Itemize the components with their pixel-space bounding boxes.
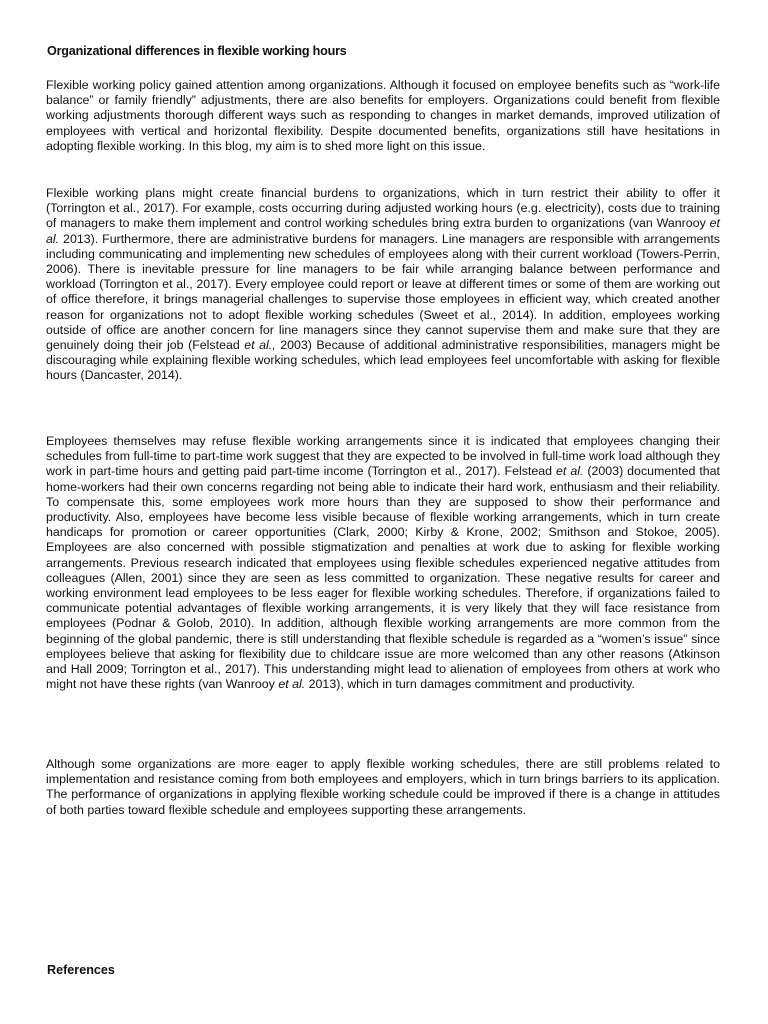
italic-text-run: et al.,	[244, 338, 276, 353]
text-run: Flexible working policy gained attention among organizations. Although it focused on employee benefits such as “work-life balance” or family friendly” adjustments, there are also benefits for employers. Organizations could benefit from flexible working adjustments thorough different ways such as responding to changes in market demands, improved utilization of employees with vertical and horizontal flexibility. Despite documented benefits, organizations still have hesitations in adopting flexible working. In this blog, my aim is to shed more light on this issue.	[46, 78, 720, 153]
paragraph-intro	[46, 78, 720, 154]
italic-text-run: et al.	[278, 677, 306, 692]
text-run: 2003) Because of additional administrative responsibilities, managers might be discouraging while explaining flexible working schedules, which lead employees feel uncomfortable with asking for flexible hours (Dancaster, 2014).	[46, 338, 720, 383]
text-run: 2013). Furthermore, there are administrative burdens for managers. Line managers are responsible with arrangements including communicating and implementing new schedules of employees along with their current workload (Towers-Perrin, 2006). There is inevitable pressure for line managers to be fair while arranging balance between performance and workload (Torrington et al., 2017). Every employee could report or leave at different times or some of them are working out of office therefore, it brings managerial challenges to supervise those employees in efficient way, which created another reason for organizations not to adopt flexible working schedules (Sweet et al., 2014). In addition, employees working outside of office are another concern for line managers since they cannot supervise them and make sure that they are genuinely doing their job (Felstead	[46, 231, 720, 353]
paragraph-employee-resistance	[46, 434, 720, 692]
paragraph-conclusion	[46, 757, 720, 818]
italic-text-run: et al.	[556, 464, 584, 479]
document-title: Organizational differences in flexible working hours	[47, 44, 347, 58]
italic-text-run: et al.	[46, 216, 720, 246]
document-page	[46, 0, 720, 1024]
text-run: 2013), which in turn damages commitment and productivity.	[305, 677, 635, 692]
text-run: (2003) documented that home-workers had their own concerns regarding not being able to indicate their hard work, enthusiasm and their reliability. To compensate this, some employees work more hours than they are supposed to show their performance and productivity. Also, employees have become less visible because of flexible working arrangements, which in turn create handicaps for promotion or career opportunities (Clark, 2000; Kirby & Krone, 2002; Smithson and Stokoe, 2005). Employees are also concerned with possible stigmatization and penalties at work due to asking for flexible working arrangements. Previous research indicated that employees using flexible schedules experienced negative attitudes from colleagues (Allen, 2001) since they are seen as less committed to organization. These negative results for career and working environment lead employees to be less eager for flexible working schedules. Therefore, if organizations failed to communicate potential advantages of flexible working arrangements, it is very likely that they will face resistance from employees (Podnar & Golob, 2010). In addition, although flexible working arrangements are more common from the beginning of the global pandemic, there is still understanding that flexible schedule is regarded as a “women’s issue” since employees believe that asking for flexibility due to childcare issue are more welcomed than any other reasons (Atkinson and Hall 2009; Torrington et al., 2017). This understanding might lead to alienation of employees from others at work who might not have these rights (van Wanrooy	[46, 464, 720, 692]
text-run: Although some organizations are more eager to apply flexible working schedules, there are still problems related to implementation and resistance coming from both employees and employers, which in turn brings barriers to its application. The performance of organizations in applying flexible working schedule could be improved if there is a change in attitudes of both parties toward flexible schedule and employees supporting these arrangements.	[46, 757, 720, 817]
text-run: Employees themselves may refuse flexible working arrangements since it is indicated that employees changing their schedules from full-time to part-time work suggest that they are expected to be involved in full-time work load although they work in part-time hours and getting paid part-time income (Torrington et al., 2017). Felstead	[46, 434, 720, 479]
paragraph-employer-burdens	[46, 186, 720, 384]
text-run: Flexible working plans might create financial burdens to organizations, which in turn restrict their ability to offer it (Torrington et al., 2017). For example, costs occurring during adjusted working hours (e.g. electricity), costs due to training of managers to make them implement and control working schedules bring extra burden to organizations (van Wanrooy	[46, 186, 720, 231]
references-heading: References	[47, 963, 115, 977]
